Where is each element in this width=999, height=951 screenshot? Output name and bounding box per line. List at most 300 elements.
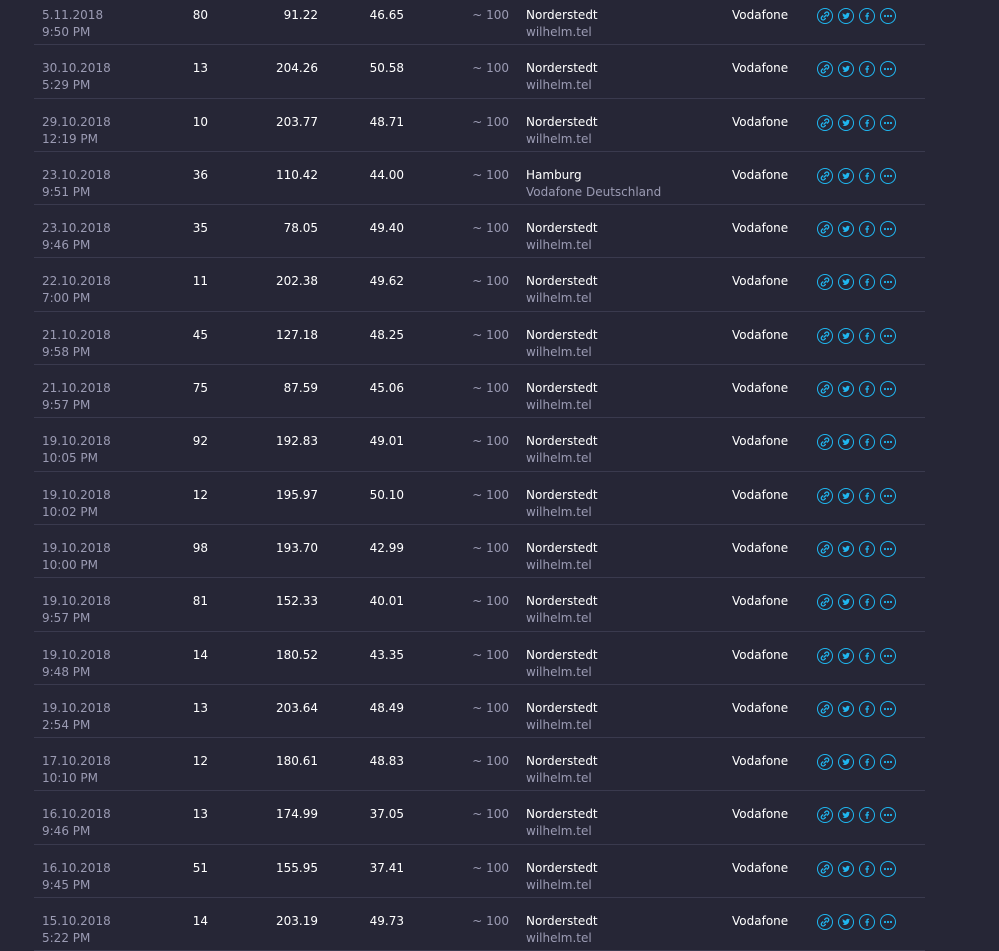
result-download: 195.97 xyxy=(276,487,318,502)
server-city: Norderstedt xyxy=(526,8,598,22)
server-city: Norderstedt xyxy=(526,914,598,929)
result-isp: Vodafone xyxy=(732,807,789,822)
share-actions xyxy=(817,168,896,184)
result-time: 12:19 PM xyxy=(42,131,98,146)
link-icon[interactable] xyxy=(817,274,833,290)
result-isp: Vodafone xyxy=(732,594,789,609)
link-icon[interactable] xyxy=(817,541,833,557)
result-date: 23.10.2018 xyxy=(42,167,111,182)
twitter-icon[interactable] xyxy=(838,8,854,24)
link-icon[interactable] xyxy=(817,701,833,717)
server-host: wilhelm.tel xyxy=(526,238,592,253)
result-datetime xyxy=(42,114,111,148)
result-upload: 48.83 xyxy=(369,754,404,769)
server-host: wilhelm.tel xyxy=(526,504,592,519)
facebook-icon[interactable] xyxy=(859,115,875,131)
server-host: wilhelm.tel xyxy=(526,344,592,359)
server-city: Norderstedt xyxy=(526,754,598,769)
result-row[interactable] xyxy=(34,525,925,578)
result-upload: 45.06 xyxy=(369,381,404,396)
more-icon[interactable] xyxy=(880,115,896,131)
result-datetime xyxy=(42,700,111,734)
more-icon[interactable] xyxy=(880,328,896,344)
more-icon[interactable] xyxy=(880,648,896,664)
share-actions xyxy=(817,861,896,877)
facebook-icon[interactable] xyxy=(859,274,875,290)
result-download: 127.18 xyxy=(276,327,318,342)
result-download: 203.19 xyxy=(276,914,318,929)
server-city: Norderstedt xyxy=(526,221,598,236)
result-server xyxy=(526,273,598,307)
server-host: wilhelm.tel xyxy=(526,824,592,839)
result-upload: 50.10 xyxy=(369,487,404,502)
result-server xyxy=(526,220,598,254)
twitter-icon[interactable] xyxy=(838,221,854,237)
result-row[interactable] xyxy=(34,258,925,311)
result-ping: 36 xyxy=(192,167,208,182)
facebook-icon[interactable] xyxy=(859,221,875,237)
facebook-icon[interactable] xyxy=(859,648,875,664)
server-city: Norderstedt xyxy=(526,274,598,289)
facebook-icon[interactable] xyxy=(859,754,875,770)
result-isp: Vodafone xyxy=(732,274,789,289)
result-download: 155.95 xyxy=(276,860,318,875)
result-row[interactable] xyxy=(34,578,925,631)
twitter-icon[interactable] xyxy=(838,701,854,717)
facebook-icon[interactable] xyxy=(859,914,875,930)
result-date: 21.10.2018 xyxy=(42,327,111,342)
result-time: 5:29 PM xyxy=(42,78,91,93)
result-row[interactable] xyxy=(34,0,925,45)
more-icon[interactable] xyxy=(880,754,896,770)
share-actions xyxy=(817,541,896,557)
result-isp: Vodafone xyxy=(732,487,789,502)
more-icon[interactable] xyxy=(880,594,896,610)
result-row[interactable] xyxy=(34,685,925,738)
result-download: 78.05 xyxy=(283,221,318,236)
twitter-icon[interactable] xyxy=(838,168,854,184)
share-actions xyxy=(817,488,896,504)
result-date: 16.10.2018 xyxy=(42,807,111,822)
facebook-icon[interactable] xyxy=(859,168,875,184)
more-icon[interactable] xyxy=(880,221,896,237)
result-ping: 51 xyxy=(192,860,208,875)
twitter-icon[interactable] xyxy=(838,61,854,77)
result-row[interactable] xyxy=(34,312,925,365)
result-date: 19.10.2018 xyxy=(42,594,111,609)
result-server xyxy=(526,540,598,574)
result-date: 19.10.2018 xyxy=(42,434,111,449)
result-datetime xyxy=(42,647,111,681)
more-icon[interactable] xyxy=(880,434,896,450)
result-ping: 81 xyxy=(192,594,208,609)
result-time: 10:00 PM xyxy=(42,557,98,572)
server-city: Norderstedt xyxy=(526,114,598,129)
more-icon[interactable] xyxy=(880,541,896,557)
result-isp: Vodafone xyxy=(732,700,789,715)
link-icon[interactable] xyxy=(817,168,833,184)
result-datetime xyxy=(42,540,111,574)
result-server xyxy=(526,60,598,94)
share-actions xyxy=(817,807,896,823)
server-host: wilhelm.tel xyxy=(526,291,592,306)
twitter-icon[interactable] xyxy=(838,328,854,344)
result-upload: 43.35 xyxy=(369,647,404,662)
result-time: 10:05 PM xyxy=(42,451,98,466)
share-actions xyxy=(817,914,896,930)
server-host: wilhelm.tel xyxy=(526,398,592,413)
result-row[interactable] xyxy=(34,365,925,418)
result-ping: 13 xyxy=(192,807,208,822)
more-icon[interactable] xyxy=(880,8,896,24)
server-city: Norderstedt xyxy=(526,540,598,555)
link-icon[interactable] xyxy=(817,381,833,397)
more-icon[interactable] xyxy=(880,381,896,397)
result-datetime xyxy=(42,327,111,361)
facebook-icon[interactable] xyxy=(859,328,875,344)
result-download: 202.38 xyxy=(276,274,318,289)
result-download: 87.59 xyxy=(283,381,318,396)
result-upload: 49.01 xyxy=(369,434,404,449)
twitter-icon[interactable] xyxy=(838,807,854,823)
result-server xyxy=(526,913,598,947)
result-jitter: ~ 100 xyxy=(472,167,509,182)
result-ping: 98 xyxy=(192,540,208,555)
more-icon[interactable] xyxy=(880,61,896,77)
facebook-icon[interactable] xyxy=(859,381,875,397)
result-ping: 45 xyxy=(192,327,208,342)
result-isp: Vodafone xyxy=(732,61,789,76)
server-host: wilhelm.tel xyxy=(526,131,592,146)
result-download: 180.52 xyxy=(276,647,318,662)
result-datetime xyxy=(42,167,111,201)
result-download: 203.77 xyxy=(276,114,318,129)
result-server xyxy=(526,7,598,41)
twitter-icon[interactable] xyxy=(838,594,854,610)
result-datetime xyxy=(42,7,103,41)
result-datetime xyxy=(42,380,111,414)
result-isp: Vodafone xyxy=(732,8,789,22)
facebook-icon[interactable] xyxy=(859,807,875,823)
more-icon[interactable] xyxy=(880,701,896,717)
result-upload: 44.00 xyxy=(369,167,404,182)
result-upload: 48.49 xyxy=(369,700,404,715)
facebook-icon[interactable] xyxy=(859,8,875,24)
result-jitter: ~ 100 xyxy=(472,594,509,609)
result-time: 10:10 PM xyxy=(42,771,98,786)
share-actions xyxy=(817,381,896,397)
result-date: 17.10.2018 xyxy=(42,754,111,769)
server-host: wilhelm.tel xyxy=(526,611,592,626)
result-server xyxy=(526,647,598,681)
link-icon[interactable] xyxy=(817,648,833,664)
twitter-icon[interactable] xyxy=(838,381,854,397)
link-icon[interactable] xyxy=(817,488,833,504)
result-time: 5:22 PM xyxy=(42,931,91,946)
result-datetime xyxy=(42,860,111,894)
result-download: 91.22 xyxy=(283,8,318,22)
result-jitter: ~ 100 xyxy=(472,807,509,822)
link-icon[interactable] xyxy=(817,115,833,131)
server-host: wilhelm.tel xyxy=(526,877,592,892)
result-upload: 48.25 xyxy=(369,327,404,342)
share-actions xyxy=(817,328,896,344)
share-actions xyxy=(817,115,896,131)
more-icon[interactable] xyxy=(880,861,896,877)
result-datetime xyxy=(42,806,111,840)
result-isp: Vodafone xyxy=(732,860,789,875)
server-host: wilhelm.tel xyxy=(526,78,592,93)
result-jitter: ~ 100 xyxy=(472,700,509,715)
result-jitter: ~ 100 xyxy=(472,61,509,76)
server-city: Norderstedt xyxy=(526,594,598,609)
result-row[interactable] xyxy=(34,205,925,258)
result-time: 9:48 PM xyxy=(42,664,91,679)
server-city: Hamburg xyxy=(526,167,582,182)
server-host: wilhelm.tel xyxy=(526,931,592,946)
facebook-icon[interactable] xyxy=(859,488,875,504)
share-actions xyxy=(817,754,896,770)
result-server xyxy=(526,327,598,361)
result-time: 9:45 PM xyxy=(42,877,91,892)
twitter-icon[interactable] xyxy=(838,541,854,557)
result-time: 9:58 PM xyxy=(42,344,91,359)
result-ping: 12 xyxy=(192,487,208,502)
result-server xyxy=(526,433,598,467)
share-actions xyxy=(817,701,896,717)
facebook-icon[interactable] xyxy=(859,434,875,450)
twitter-icon[interactable] xyxy=(838,914,854,930)
share-actions xyxy=(817,221,896,237)
result-row[interactable] xyxy=(34,898,925,951)
results-table xyxy=(34,0,925,951)
result-time: 9:46 PM xyxy=(42,824,91,839)
twitter-icon[interactable] xyxy=(838,754,854,770)
more-icon[interactable] xyxy=(880,914,896,930)
result-isp: Vodafone xyxy=(732,327,789,342)
result-datetime xyxy=(42,753,111,787)
result-server xyxy=(526,700,598,734)
share-actions xyxy=(817,648,896,664)
result-jitter: ~ 100 xyxy=(472,434,509,449)
result-time: 9:51 PM xyxy=(42,184,91,199)
result-datetime xyxy=(42,913,111,947)
result-isp: Vodafone xyxy=(732,540,789,555)
result-datetime xyxy=(42,487,111,521)
result-server xyxy=(526,753,598,787)
server-city: Norderstedt xyxy=(526,61,598,76)
result-ping: 75 xyxy=(192,381,208,396)
result-ping: 14 xyxy=(192,647,208,662)
more-icon[interactable] xyxy=(880,274,896,290)
result-ping: 92 xyxy=(192,434,208,449)
result-row[interactable] xyxy=(34,99,925,152)
result-jitter: ~ 100 xyxy=(472,327,509,342)
twitter-icon[interactable] xyxy=(838,648,854,664)
more-icon[interactable] xyxy=(880,488,896,504)
result-row[interactable] xyxy=(34,418,925,471)
result-time: 9:50 PM xyxy=(42,25,91,39)
server-city: Norderstedt xyxy=(526,327,598,342)
facebook-icon[interactable] xyxy=(859,701,875,717)
result-ping: 13 xyxy=(192,61,208,76)
result-date: 22.10.2018 xyxy=(42,274,111,289)
server-host: wilhelm.tel xyxy=(526,664,592,679)
result-download: 203.64 xyxy=(276,700,318,715)
result-date: 19.10.2018 xyxy=(42,487,111,502)
more-icon[interactable] xyxy=(880,168,896,184)
result-jitter: ~ 100 xyxy=(472,114,509,129)
result-time: 9:57 PM xyxy=(42,611,91,626)
server-city: Norderstedt xyxy=(526,434,598,449)
link-icon[interactable] xyxy=(817,328,833,344)
result-jitter: ~ 100 xyxy=(472,381,509,396)
result-datetime xyxy=(42,593,111,627)
link-icon[interactable] xyxy=(817,221,833,237)
result-upload: 46.65 xyxy=(369,8,404,22)
facebook-icon[interactable] xyxy=(859,594,875,610)
server-host: wilhelm.tel xyxy=(526,557,592,572)
share-actions xyxy=(817,61,896,77)
result-download: 204.26 xyxy=(276,61,318,76)
result-ping: 10 xyxy=(192,114,208,129)
result-server xyxy=(526,380,598,414)
result-jitter: ~ 100 xyxy=(472,274,509,289)
twitter-icon[interactable] xyxy=(838,861,854,877)
result-jitter: ~ 100 xyxy=(472,754,509,769)
result-date: 16.10.2018 xyxy=(42,860,111,875)
twitter-icon[interactable] xyxy=(838,115,854,131)
result-date: 19.10.2018 xyxy=(42,647,111,662)
result-row[interactable] xyxy=(34,632,925,685)
server-city: Norderstedt xyxy=(526,807,598,822)
result-ping: 12 xyxy=(192,754,208,769)
result-row[interactable] xyxy=(34,791,925,844)
result-upload: 40.01 xyxy=(369,594,404,609)
link-icon[interactable] xyxy=(817,914,833,930)
result-jitter: ~ 100 xyxy=(472,8,509,22)
server-city: Norderstedt xyxy=(526,700,598,715)
share-actions xyxy=(817,434,896,450)
link-icon[interactable] xyxy=(817,434,833,450)
result-row[interactable] xyxy=(34,738,925,791)
result-ping: 14 xyxy=(192,914,208,929)
link-icon[interactable] xyxy=(817,8,833,24)
link-icon[interactable] xyxy=(817,861,833,877)
result-server xyxy=(526,114,598,148)
result-time: 9:57 PM xyxy=(42,398,91,413)
facebook-icon[interactable] xyxy=(859,541,875,557)
result-server xyxy=(526,806,598,840)
result-server xyxy=(526,487,598,521)
result-time: 9:46 PM xyxy=(42,238,91,253)
server-host: Vodafone Deutschland xyxy=(526,184,662,199)
server-city: Norderstedt xyxy=(526,487,598,502)
share-actions xyxy=(817,8,896,24)
result-isp: Vodafone xyxy=(732,914,789,929)
result-isp: Vodafone xyxy=(732,381,789,396)
link-icon[interactable] xyxy=(817,807,833,823)
result-date: 23.10.2018 xyxy=(42,221,111,236)
twitter-icon[interactable] xyxy=(838,488,854,504)
result-row[interactable] xyxy=(34,152,925,205)
result-jitter: ~ 100 xyxy=(472,221,509,236)
result-upload: 48.71 xyxy=(369,114,404,129)
result-jitter: ~ 100 xyxy=(472,540,509,555)
more-icon[interactable] xyxy=(880,807,896,823)
result-isp: Vodafone xyxy=(732,754,789,769)
link-icon[interactable] xyxy=(817,594,833,610)
twitter-icon[interactable] xyxy=(838,274,854,290)
result-date: 19.10.2018 xyxy=(42,700,111,715)
result-datetime xyxy=(42,60,111,94)
facebook-icon[interactable] xyxy=(859,861,875,877)
result-time: 2:54 PM xyxy=(42,717,91,732)
result-row[interactable] xyxy=(34,472,925,525)
result-upload: 50.58 xyxy=(369,61,404,76)
share-actions xyxy=(817,594,896,610)
result-datetime xyxy=(42,273,111,307)
result-server xyxy=(526,860,598,894)
result-isp: Vodafone xyxy=(732,647,789,662)
result-date: 19.10.2018 xyxy=(42,540,111,555)
server-host: wilhelm.tel xyxy=(526,771,592,786)
result-upload: 49.73 xyxy=(369,914,404,929)
result-download: 110.42 xyxy=(276,167,318,182)
result-jitter: ~ 100 xyxy=(472,860,509,875)
result-date: 30.10.2018 xyxy=(42,61,111,76)
result-ping: 13 xyxy=(192,700,208,715)
result-jitter: ~ 100 xyxy=(472,487,509,502)
result-upload: 37.41 xyxy=(369,860,404,875)
server-host: wilhelm.tel xyxy=(526,25,592,39)
link-icon[interactable] xyxy=(817,754,833,770)
facebook-icon[interactable] xyxy=(859,61,875,77)
result-isp: Vodafone xyxy=(732,167,789,182)
result-server xyxy=(526,167,661,201)
link-icon[interactable] xyxy=(817,61,833,77)
result-download: 180.61 xyxy=(276,754,318,769)
result-upload: 37.05 xyxy=(369,807,404,822)
result-date: 29.10.2018 xyxy=(42,114,111,129)
result-jitter: ~ 100 xyxy=(472,914,509,929)
result-upload: 49.62 xyxy=(369,274,404,289)
result-date: 15.10.2018 xyxy=(42,914,111,929)
twitter-icon[interactable] xyxy=(838,434,854,450)
result-jitter: ~ 100 xyxy=(472,647,509,662)
result-date: 5.11.2018 xyxy=(42,8,104,22)
result-row[interactable] xyxy=(34,45,925,98)
server-city: Norderstedt xyxy=(526,647,598,662)
server-city: Norderstedt xyxy=(526,860,598,875)
result-isp: Vodafone xyxy=(732,434,789,449)
server-host: wilhelm.tel xyxy=(526,451,592,466)
result-upload: 42.99 xyxy=(369,540,404,555)
result-datetime xyxy=(42,220,111,254)
result-download: 174.99 xyxy=(276,807,318,822)
result-isp: Vodafone xyxy=(732,221,789,236)
result-time: 7:00 PM xyxy=(42,291,91,306)
result-time: 10:02 PM xyxy=(42,504,98,519)
result-download: 193.70 xyxy=(276,540,318,555)
result-ping: 80 xyxy=(192,8,208,22)
server-city: Norderstedt xyxy=(526,381,598,396)
result-row[interactable] xyxy=(34,845,925,898)
server-host: wilhelm.tel xyxy=(526,717,592,732)
result-datetime xyxy=(42,433,111,467)
result-upload: 49.40 xyxy=(369,221,404,236)
result-date: 21.10.2018 xyxy=(42,381,111,396)
